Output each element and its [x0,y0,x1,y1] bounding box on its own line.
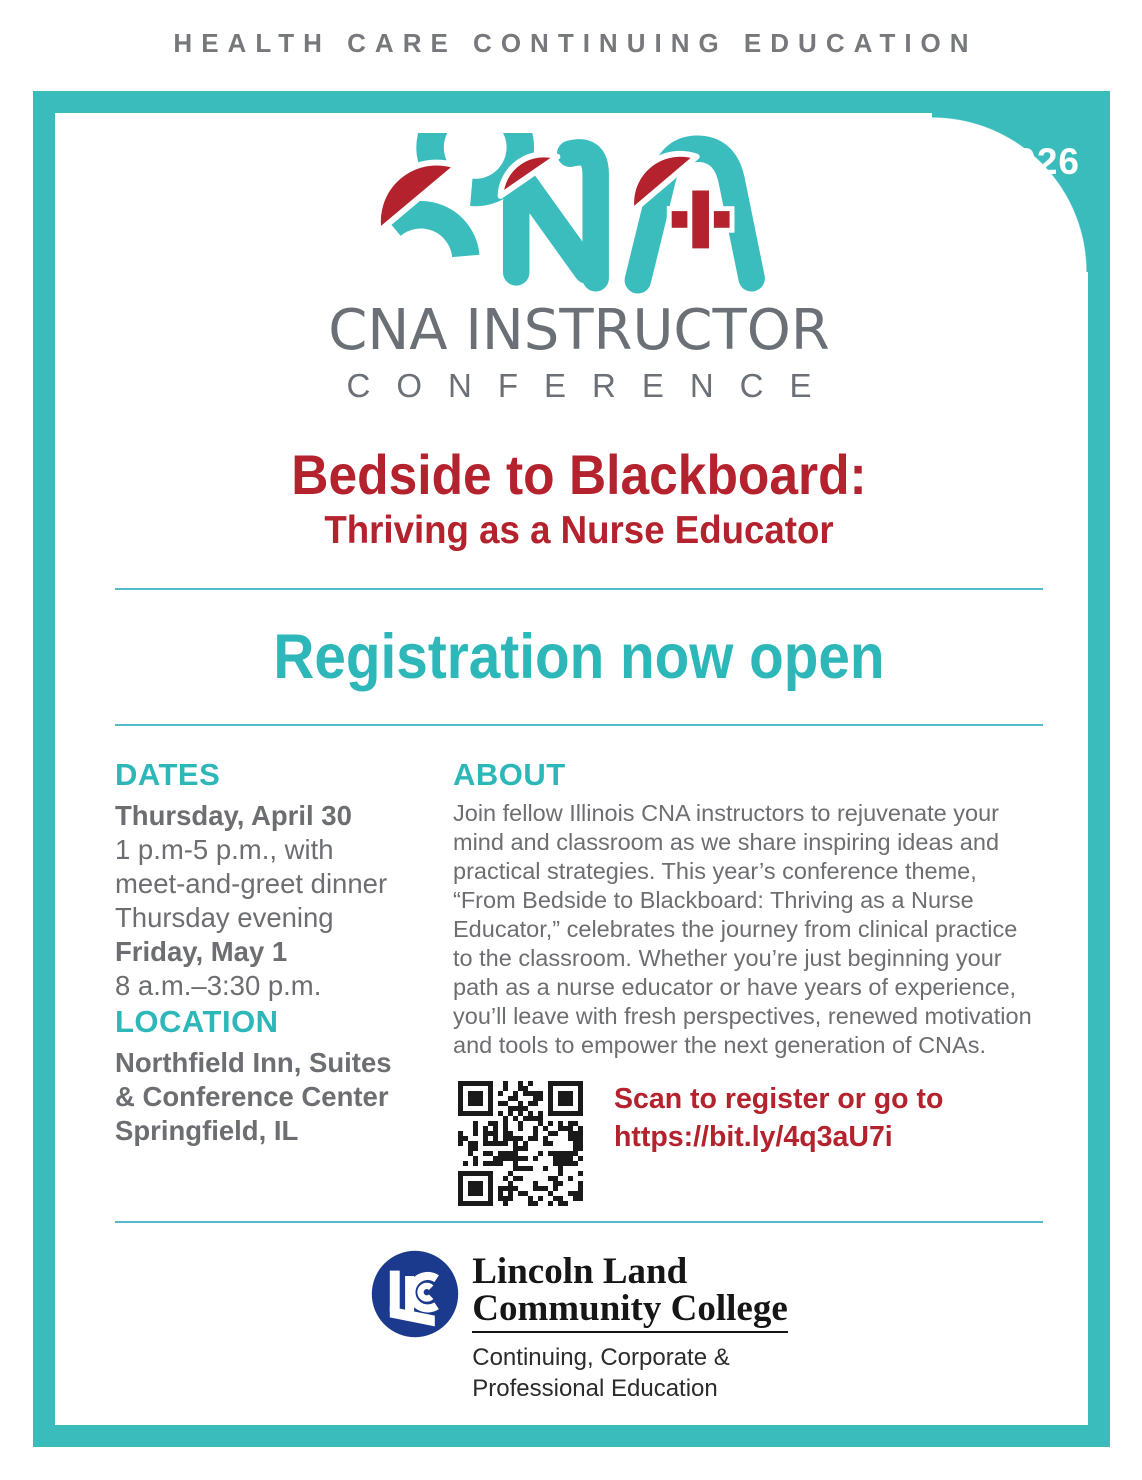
theme-block [115,443,1043,554]
divider-line [115,724,1043,726]
about-paragraph: Join fellow Illinois CNA instructors to rejuvenate your mind and classroom as we share inspiring ideas and practical strategies. This year’s conference theme, “From Bedside to Blackboard: Thriving as a Nurse Educator,” celebrates the journey from clinical practice to the classroom. Whether you’re just beginning your path as a nurse educator or have years of experience, you’ll leave with fresh perspectives, renewed motivation and tools to empower the next generation of CNAs. [453,800,1032,1058]
year-label: 2026 [993,141,1080,182]
header-eyebrow: HEALTH CARE CONTINUING EDUCATION [173,28,978,58]
llcc-logo-icon [370,1249,460,1339]
location-lines [115,1046,453,1148]
flyer-content [55,113,1088,1404]
scan-text: Scan to register or go to [614,1083,944,1115]
divider-line [115,588,1043,590]
conference-title: CNA INSTRUCTOR [328,298,830,363]
divider-line [115,1221,1043,1223]
department-line1: Continuing, Corporate & [472,1344,730,1371]
location-line: Northfield Inn, Suites [115,1047,392,1078]
theme-subtitle: Thriving as a Nurse Educator [324,509,834,552]
college-text-block [472,1249,788,1404]
department-line2: Professional Education [472,1375,718,1402]
about-column [453,756,1043,1221]
conference-logo-block [115,113,1043,404]
qr-code [453,1076,588,1211]
dates-line: 8 a.m.–3:30 p.m. [115,970,322,1001]
college-name-line2: Community College [472,1290,788,1333]
about-heading: ABOUT [453,757,566,792]
dates-line: Friday, May 1 [115,936,288,967]
location-line: Springfield, IL [115,1115,299,1146]
college-name-line1: Lincoln Land [472,1251,688,1292]
cna-logo-icon [373,133,785,300]
dates-line: Thursday evening [115,902,334,933]
dates-heading: DATES [115,757,221,792]
dates-line: Thursday, April 30 [115,800,352,831]
register-row [453,1076,1043,1211]
conference-subtitle: CONFERENCE [346,367,838,404]
location-heading: LOCATION [115,1004,279,1039]
dates-lines [115,799,453,1003]
flyer-frame [33,91,1110,1447]
registration-banner: Registration now open [273,622,885,692]
dates-line: meet-and-greet dinner [115,868,388,899]
college-footer [115,1249,1043,1404]
details-columns [115,756,1043,1221]
scan-instructions [614,1076,943,1156]
theme-title: Bedside to Blackboard: [291,443,867,506]
location-line: & Conference Center [115,1081,389,1112]
dates-line: 1 p.m-5 p.m., with [115,834,334,865]
registration-url: https://bit.ly/4q3aU7i [614,1121,893,1153]
dates-location-column [115,756,453,1221]
